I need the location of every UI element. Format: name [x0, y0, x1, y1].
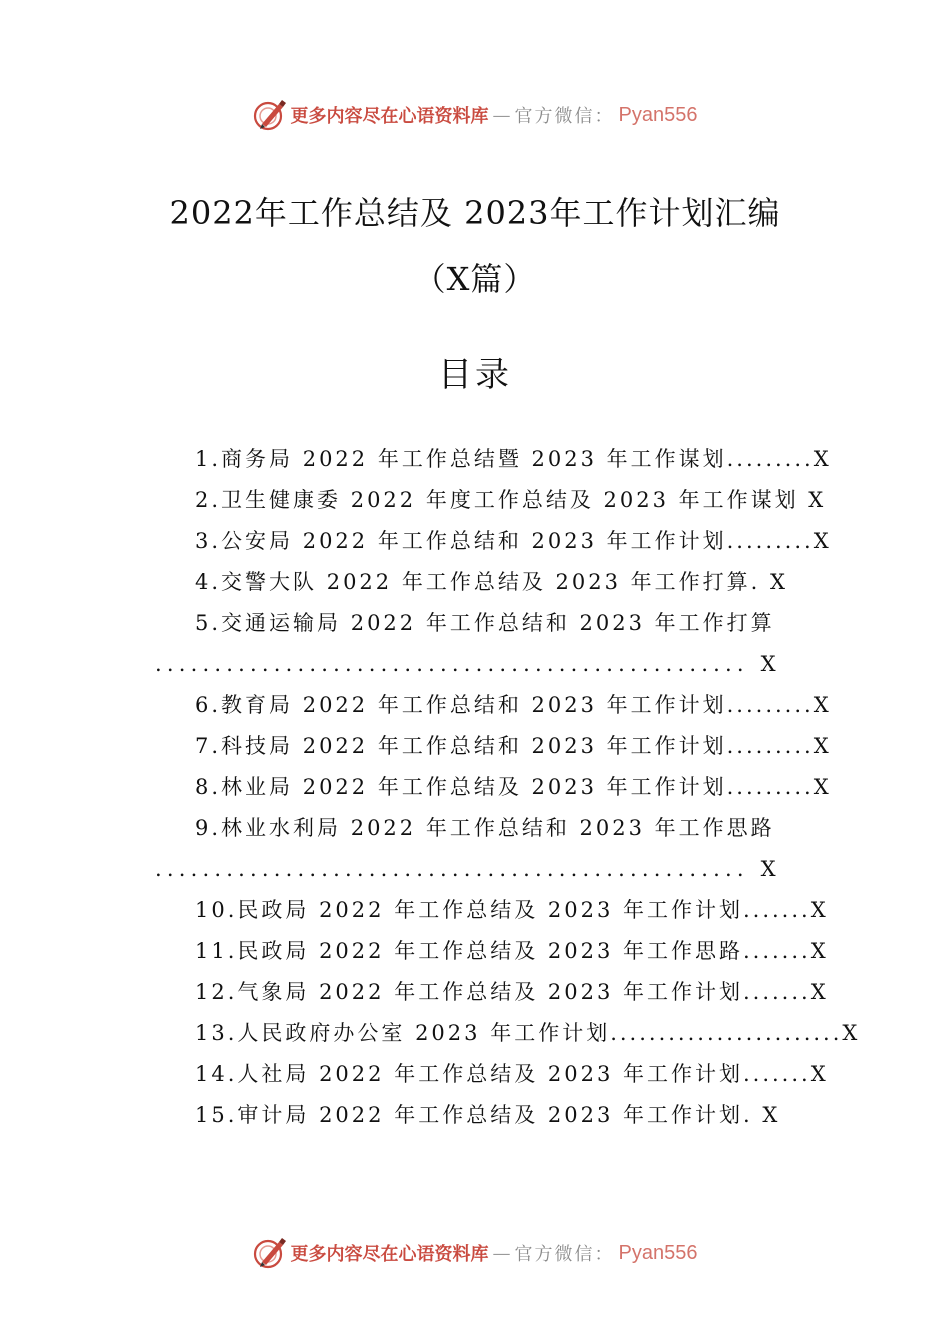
toc-entry-5-leader: .................................................. X — [155, 652, 781, 676]
pen-logo-icon — [253, 1236, 287, 1270]
toc-entry-14[interactable]: 14.人社局 2022 年工作总结及 2023 年工作计划.......X — [195, 1062, 829, 1086]
document-title-line1: 2022年工作总结及 2023年工作计划汇编 — [169, 194, 781, 232]
toc-entry-3[interactable]: 3.公安局 2022 年工作总结和 2023 年工作计划.........X — [195, 529, 832, 553]
banner-wechat-id: Pyan556 — [618, 103, 698, 126]
banner-main-text: 更多内容尽在心语资料库 — [290, 106, 489, 127]
toc-entry-11[interactable]: 11.民政局 2022 年工作总结及 2023 年工作思路.......X — [195, 939, 829, 963]
banner-dash: — — [492, 1242, 511, 1264]
banner-official-label: 官方微信： — [514, 1244, 615, 1265]
header-banner — [0, 95, 950, 135]
toc-entry-2[interactable]: 2.卫生健康委 2022 年度工作总结及 2023 年工作谋划 X — [195, 488, 827, 512]
toc-entry-9[interactable]: 9.林业水利局 2022 年工作总结和 2023 年工作思路 — [195, 816, 775, 840]
toc-entry-6[interactable]: 6.教育局 2022 年工作总结和 2023 年工作计划.........X — [195, 693, 832, 717]
footer-banner — [0, 1233, 950, 1273]
banner-wechat-id: Pyan556 — [618, 1241, 698, 1264]
document-title-line2: （X篇） — [413, 260, 537, 298]
toc-entry-13[interactable]: 13.人民政府办公室 2023 年工作计划........................X — [195, 1021, 861, 1045]
toc-entry-5[interactable]: 5.交通运输局 2022 年工作总结和 2023 年工作打算 — [195, 611, 775, 635]
pen-logo-icon — [253, 98, 287, 132]
banner-main-text: 更多内容尽在心语资料库 — [290, 1244, 489, 1265]
toc-entry-8[interactable]: 8.林业局 2022 年工作总结及 2023 年工作计划.........X — [195, 775, 832, 799]
toc-entry-1[interactable]: 1.商务局 2022 年工作总结暨 2023 年工作谋划.........X — [195, 447, 832, 471]
toc-entry-15[interactable]: 15.审计局 2022 年工作总结及 2023 年工作计划. X — [195, 1103, 781, 1127]
toc-entry-4[interactable]: 4.交警大队 2022 年工作总结及 2023 年工作打算. X — [195, 570, 788, 594]
toc-entry-7[interactable]: 7.科技局 2022 年工作总结和 2023 年工作计划.........X — [195, 734, 832, 758]
toc-heading: 目录 — [438, 355, 512, 395]
toc-entry-10[interactable]: 10.民政局 2022 年工作总结及 2023 年工作计划.......X — [195, 898, 829, 922]
toc-entry-9-leader: .................................................. X — [155, 857, 781, 881]
toc-entry-12[interactable]: 12.气象局 2022 年工作总结及 2023 年工作计划.......X — [195, 980, 829, 1004]
banner-dash: — — [492, 104, 511, 126]
banner-official-label: 官方微信： — [514, 106, 615, 127]
